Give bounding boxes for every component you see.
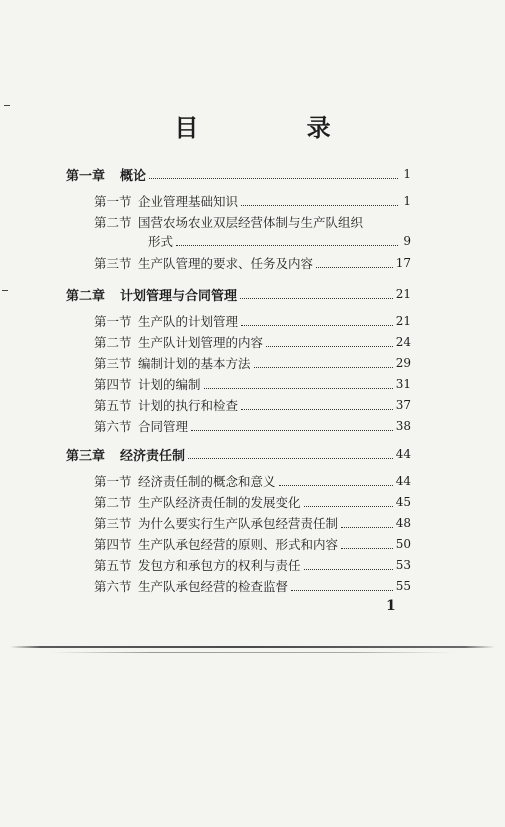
section-number: 第三节: [94, 256, 132, 271]
section-title: 企业管理基础知识: [138, 194, 239, 209]
dot-leader: [191, 430, 393, 431]
chapter-title: 计划管理与合同管理: [120, 288, 238, 304]
page-number: 48: [395, 516, 411, 530]
section-number: 第六节: [94, 419, 132, 434]
dot-leader: [240, 298, 393, 299]
dot-leader: [304, 569, 393, 570]
chapter-number: 第三章: [66, 448, 106, 464]
toc-section[interactable]: [94, 577, 411, 595]
page-number: 55: [395, 579, 411, 593]
toc-chapter-2[interactable]: [66, 285, 411, 303]
dot-leader: [241, 409, 393, 410]
dot-leader: [149, 178, 398, 179]
toc-section-continuation[interactable]: [148, 232, 411, 250]
section-title: 生产队计划管理的内容: [138, 335, 264, 350]
dot-leader: [316, 267, 393, 268]
section-number: 第五节: [94, 398, 132, 413]
chapter-title: 概论: [120, 168, 147, 184]
toc-chapter-3[interactable]: [66, 445, 411, 463]
section-number: 第四节: [94, 377, 132, 392]
toc-chapter-1[interactable]: [66, 165, 411, 183]
section-number: 第二节: [94, 215, 132, 230]
scan-artifact-line: [0, 652, 505, 653]
dot-leader: [176, 245, 398, 246]
scan-margin-mark: [2, 290, 8, 291]
toc-section[interactable]: [94, 417, 411, 435]
toc-section[interactable]: [94, 375, 411, 393]
section-number: 第一节: [94, 314, 132, 329]
toc-section[interactable]: [94, 192, 411, 210]
page-number: 44: [395, 474, 411, 488]
page-folio-number: 1: [386, 598, 396, 614]
toc-section[interactable]: [94, 556, 411, 574]
section-title: 编制计划的基本方法: [138, 356, 251, 371]
section-title: 生产队经济责任制的发展变化: [138, 495, 301, 510]
page-number: 21: [395, 287, 411, 301]
section-title: 生产队承包经营的检查监督: [138, 579, 289, 594]
toc-section[interactable]: [94, 354, 411, 372]
page-number: 44: [395, 447, 411, 461]
section-title: 为什么要实行生产队承包经营责任制: [138, 516, 339, 531]
page-number: 31: [395, 377, 411, 391]
dot-leader: [266, 346, 393, 347]
dot-leader: [291, 590, 393, 591]
toc-section[interactable]: [94, 254, 411, 272]
toc-section[interactable]: [94, 333, 411, 351]
dot-leader: [279, 485, 393, 486]
page-number: 17: [395, 256, 411, 270]
section-number: 第三节: [94, 516, 132, 531]
section-number: 第六节: [94, 579, 132, 594]
chapter-number: 第一章: [66, 168, 106, 184]
page-number: 24: [395, 335, 411, 349]
dot-leader: [241, 205, 398, 206]
section-number: 第四节: [94, 537, 132, 552]
page-number: 37: [395, 398, 411, 412]
section-title: 生产队管理的要求、任务及内容: [138, 256, 314, 271]
toc-section[interactable]: [94, 312, 411, 330]
dot-leader: [204, 388, 393, 389]
page-number: 29: [395, 356, 411, 370]
section-number: 第二节: [94, 495, 132, 510]
section-title: 合同管理: [138, 419, 189, 434]
toc-section[interactable]: [94, 396, 411, 414]
section-number: 第三节: [94, 356, 132, 371]
scan-margin-mark: [4, 105, 10, 106]
toc-section[interactable]: [94, 493, 411, 511]
section-title: 计划的执行和检查: [138, 398, 239, 413]
toc-section[interactable]: [94, 514, 411, 532]
toc-section[interactable]: [94, 472, 411, 490]
dot-leader: [254, 367, 393, 368]
dot-leader: [188, 458, 393, 459]
toc-section[interactable]: [94, 213, 411, 231]
section-number: 第一节: [94, 194, 132, 209]
dot-leader: [341, 527, 393, 528]
chapter-title: 经济责任制: [120, 448, 186, 464]
section-title: 计划的编制: [138, 377, 201, 392]
section-title: 生产队的计划管理: [138, 314, 239, 329]
page-number: 9: [403, 234, 411, 248]
page-number: 21: [395, 314, 411, 328]
dot-leader: [341, 548, 393, 549]
page-number: 38: [395, 419, 411, 433]
page-number: 1: [403, 194, 411, 208]
page-number: 45: [395, 495, 411, 509]
section-title: 经济责任制的概念和意义: [138, 474, 276, 489]
section-title: 国营农场农业双层经营体制与生产队组织: [138, 215, 364, 230]
section-title-continued: 形式: [148, 234, 174, 249]
section-title: 生产队承包经营的原则、形式和内容: [138, 537, 339, 552]
toc-section[interactable]: [94, 535, 411, 553]
page-title: 目 录: [174, 113, 381, 142]
chapter-number: 第二章: [66, 288, 106, 304]
scan-artifact-line: [0, 646, 505, 648]
page-number: 1: [403, 167, 411, 181]
page-number: 50: [395, 537, 411, 551]
section-number: 第二节: [94, 335, 132, 350]
section-number: 第一节: [94, 474, 132, 489]
page-number: 53: [395, 558, 411, 572]
dot-leader: [241, 325, 393, 326]
section-title: 发包方和承包方的权利与责任: [138, 558, 301, 573]
section-number: 第五节: [94, 558, 132, 573]
dot-leader: [304, 506, 393, 507]
